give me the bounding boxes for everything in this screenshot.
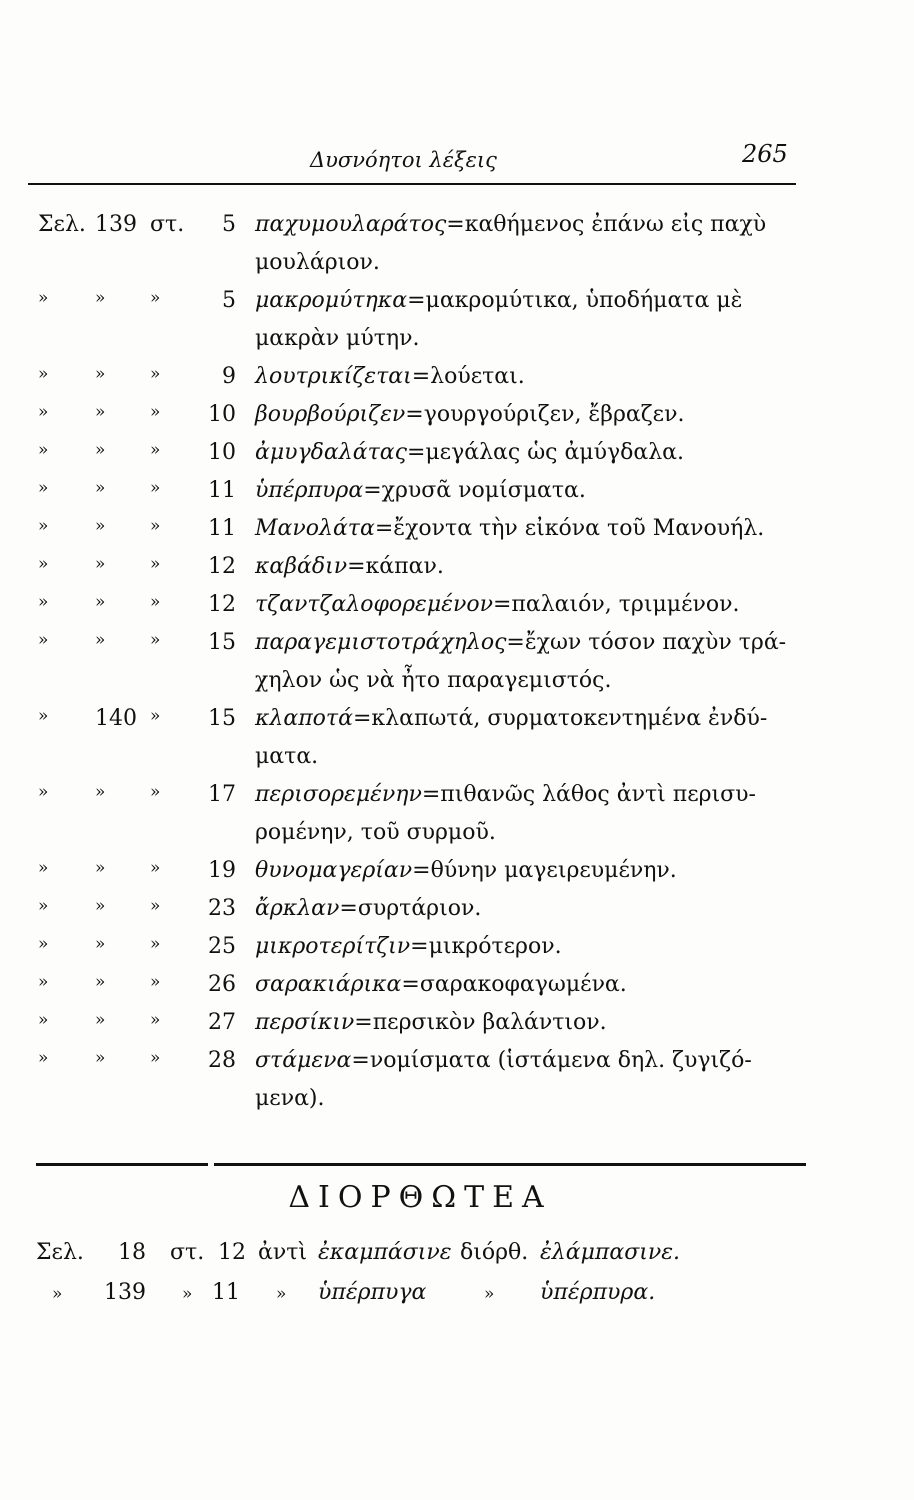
entry-line-number: 11: [208, 478, 236, 503]
entry-equals: =: [410, 934, 429, 959]
entry-st: »: [150, 288, 161, 308]
entry-line-number: 23: [208, 896, 236, 921]
errata-fix-label: »: [484, 1284, 495, 1304]
entry-st: »: [150, 402, 161, 422]
glossary-entry: [0, 362, 914, 400]
entry-continuation-line: [0, 1084, 914, 1122]
entry-sel: Σελ.: [38, 212, 86, 237]
entry-line: [0, 628, 914, 666]
entry-page: »: [95, 896, 106, 916]
entry-text: [255, 592, 845, 617]
entry-meaning: σαρακοφαγωμένα.: [419, 972, 627, 997]
entry-page: »: [95, 554, 106, 574]
entry-page: »: [95, 630, 106, 650]
errata-right: ἐλάμπασινε.: [540, 1240, 681, 1265]
entry-page: »: [95, 440, 106, 460]
entry-equals: =: [339, 896, 358, 921]
entry-meaning: ἔχων τόσον παχὺν τρά-: [524, 630, 787, 655]
entry-meaning: κλαπωτά, συρματοκεντημένα ἐνδύ-: [371, 706, 768, 731]
glossary-entry: [0, 514, 914, 552]
entry-sel: »: [38, 402, 49, 422]
entry-continuation: ρομένην, τοῦ συρμοῦ.: [255, 820, 496, 845]
entry-equals: =: [421, 782, 441, 807]
entry-meaning: κάπαν.: [365, 554, 444, 579]
entry-equals: =: [506, 630, 525, 655]
glossary-entry: [0, 286, 914, 362]
entry-continuation-line: [0, 324, 914, 362]
entry-page: »: [95, 1010, 106, 1030]
entry-equals: =: [406, 440, 426, 465]
entry-st: »: [150, 592, 161, 612]
errata-line: 11: [212, 1280, 240, 1305]
entry-line: [0, 856, 914, 894]
entry-line: [0, 970, 914, 1008]
glossary-entry: [0, 1046, 914, 1122]
entry-text: [255, 630, 845, 655]
entry-equals: =: [374, 516, 394, 541]
entry-text: [255, 554, 845, 579]
entry-line-number: 25: [208, 934, 236, 959]
entry-word: ἀμυγδαλάτας: [255, 440, 407, 465]
entry-meaning: μακρομύτικα, ὑποδήματα μὲ: [425, 288, 743, 313]
entry-sel: »: [38, 630, 49, 650]
entry-continuation: μενα).: [255, 1086, 325, 1111]
entry-meaning: ἔχοντα τὴν εἰκόνα τοῦ Μανουήλ.: [393, 516, 765, 541]
entry-sel: »: [38, 288, 49, 308]
entry-page: »: [95, 288, 106, 308]
entry-sel: »: [38, 478, 49, 498]
entry-sel: »: [38, 858, 49, 878]
entry-text: [255, 706, 845, 731]
entry-text: [255, 1048, 845, 1073]
entry-st: »: [150, 972, 161, 992]
entry-sel: »: [38, 516, 49, 536]
entry-st: »: [150, 1048, 161, 1068]
errata-anti: ἀντὶ: [258, 1240, 308, 1265]
entry-equals: =: [492, 592, 512, 617]
entry-word: ὑπέρπυρα: [255, 478, 364, 503]
entry-line-number: 5: [222, 288, 236, 313]
entry-equals: =: [352, 706, 372, 731]
entry-meaning: λούεται.: [430, 364, 525, 389]
entry-sel: »: [38, 554, 49, 574]
entry-text: [255, 934, 845, 959]
entry-line-number: 10: [208, 402, 236, 427]
entry-text: [255, 402, 845, 427]
entry-text: [255, 516, 845, 541]
entry-continuation: χηλον ὡς νὰ ἦτο παραγεμιστός.: [255, 668, 612, 693]
entry-line-number: 12: [208, 592, 236, 617]
errata-row: [0, 1280, 914, 1320]
entry-line: [0, 286, 914, 324]
entry-equals: =: [347, 554, 366, 579]
entry-line-number: 5: [222, 212, 236, 237]
entry-line: [0, 476, 914, 514]
entry-line-number: 15: [208, 706, 236, 731]
entry-line: [0, 210, 914, 248]
errata-title: ΔΙΟΡΘΩΤΕΑ: [288, 1180, 552, 1215]
entry-word: σαρακιάρικα: [255, 972, 402, 997]
entry-sel: »: [38, 934, 49, 954]
entry-line-number: 28: [208, 1048, 236, 1073]
errata-fix-label: διόρθ.: [460, 1240, 529, 1265]
errata-anti: »: [276, 1284, 287, 1304]
entry-word: μικροτερίτζιν: [255, 934, 411, 959]
entry-line-number: 26: [208, 972, 236, 997]
entry-continuation: μακρὰν μύτην.: [255, 326, 420, 351]
entry-st: »: [150, 706, 161, 726]
entry-equals: =: [354, 1010, 373, 1035]
errata-row: [0, 1240, 914, 1280]
entry-word: μακρομύτηκα: [255, 288, 408, 313]
entry-sel: »: [38, 706, 49, 726]
entry-line: [0, 514, 914, 552]
entry-page: »: [95, 972, 106, 992]
entry-text: [255, 288, 845, 313]
entry-meaning: πιθανῶς λάθος ἀντὶ περισυ-: [440, 782, 756, 807]
entry-meaning: μικρότερον.: [428, 934, 562, 959]
entry-continuation: ματα.: [255, 744, 319, 769]
entry-text: [255, 858, 845, 883]
glossary-entries: [0, 210, 914, 1122]
entry-line: [0, 362, 914, 400]
errata-page: 139: [104, 1280, 146, 1305]
glossary-entry: [0, 780, 914, 856]
entry-word: περσίκιν: [255, 1010, 355, 1035]
entry-sel: »: [38, 1010, 49, 1030]
glossary-entry: [0, 476, 914, 514]
entry-line: [0, 590, 914, 628]
entry-page: »: [95, 478, 106, 498]
entry-text: [255, 478, 845, 503]
entry-meaning: μεγάλας ὡς ἀμύγδαλα.: [425, 440, 685, 465]
entry-line: [0, 1046, 914, 1084]
entry-line: [0, 438, 914, 476]
entry-word: καβάδιν: [255, 554, 348, 579]
entry-text: [255, 896, 845, 921]
entry-line: [0, 400, 914, 438]
glossary-entry: [0, 1008, 914, 1046]
entry-equals: =: [446, 212, 465, 237]
entry-continuation-line: [0, 818, 914, 856]
errata-sel: »: [52, 1284, 63, 1304]
entry-meaning: γουργούριζεν, ἔβραζεν.: [423, 402, 685, 427]
entry-st: »: [150, 858, 161, 878]
entry-page: 139: [95, 212, 137, 237]
entry-word: ἄρκλαν: [255, 896, 340, 921]
entry-st: »: [150, 364, 161, 384]
entry-page: »: [95, 364, 106, 384]
errata-st: »: [182, 1284, 193, 1304]
entry-page: »: [95, 934, 106, 954]
glossary-entry: [0, 552, 914, 590]
entry-line-number: 19: [208, 858, 236, 883]
entry-continuation-line: [0, 248, 914, 286]
glossary-entry: [0, 932, 914, 970]
entry-word: τζαντζαλοφορεμένον: [255, 592, 493, 617]
entry-page: »: [95, 592, 106, 612]
entry-word: λουτρικίζεται: [255, 364, 412, 389]
entry-equals: =: [401, 972, 420, 997]
entry-meaning: παλαιόν, τριμμένον.: [511, 592, 740, 617]
entry-page: »: [95, 516, 106, 536]
entry-st: »: [150, 478, 161, 498]
entry-text: [255, 440, 845, 465]
entry-sel: »: [38, 364, 49, 384]
entry-meaning: θύνην μαγειρευμένην.: [430, 858, 677, 883]
entry-equals: =: [412, 858, 431, 883]
entry-st: »: [150, 516, 161, 536]
entry-meaning: καθήμενος ἐπάνω εἰς παχὺ: [464, 212, 767, 237]
entry-meaning: περσικὸν βαλάντιον.: [372, 1010, 607, 1035]
entry-line: [0, 1008, 914, 1046]
entry-text: [255, 364, 845, 389]
entry-line-number: 17: [208, 782, 236, 807]
entry-word: στάμενα: [255, 1048, 352, 1073]
glossary-entry: [0, 704, 914, 780]
errata-page: 18: [118, 1240, 146, 1265]
entry-st: »: [150, 630, 161, 650]
page-number: 265: [742, 140, 788, 168]
entry-st: »: [150, 896, 161, 916]
entry-meaning: συρτάριον.: [357, 896, 482, 921]
entry-word: παραγεμιστοτράχηλος: [255, 630, 507, 655]
entry-line-number: 11: [208, 516, 236, 541]
entry-sel: »: [38, 782, 49, 802]
entry-text: [255, 972, 845, 997]
entry-page: »: [95, 858, 106, 878]
errata-sel: Σελ.: [36, 1240, 84, 1265]
glossary-entry: [0, 970, 914, 1008]
entry-word: κλαποτά: [255, 706, 353, 731]
glossary-entry: [0, 400, 914, 438]
entry-page: »: [95, 402, 106, 422]
divider-long-rule: [214, 1163, 806, 1166]
entry-meaning: χρυσᾶ νομίσματα.: [381, 478, 586, 503]
entry-word: θυνομαγερίαν: [255, 858, 413, 883]
entry-line-number: 12: [208, 554, 236, 579]
entry-line-number: 15: [208, 630, 236, 655]
entry-line: [0, 704, 914, 742]
entry-text: [255, 782, 845, 807]
glossary-entry: [0, 210, 914, 286]
entry-line: [0, 894, 914, 932]
entry-st: »: [150, 782, 161, 802]
errata-wrong: ὑπέρπυγα: [318, 1280, 427, 1305]
entry-word: βουρβούριζεν: [255, 402, 406, 427]
entry-line: [0, 552, 914, 590]
entry-sel: »: [38, 592, 49, 612]
entry-line-number: 27: [208, 1010, 236, 1035]
entry-equals: =: [407, 288, 426, 313]
entry-st: »: [150, 1010, 161, 1030]
entry-continuation-line: [0, 742, 914, 780]
entry-sel: »: [38, 972, 49, 992]
entry-line-number: 10: [208, 440, 236, 465]
errata-right: ὑπέρπυρα.: [540, 1280, 656, 1305]
glossary-entry: [0, 438, 914, 476]
errata-line: 12: [218, 1240, 246, 1265]
entry-page: »: [95, 1048, 106, 1068]
entry-equals: =: [411, 364, 431, 389]
entry-sel: »: [38, 1048, 49, 1068]
divider-short-rule: [36, 1163, 208, 1166]
entry-equals: =: [351, 1048, 370, 1073]
entry-text: [255, 1010, 845, 1035]
entry-line-number: 9: [222, 364, 236, 389]
entry-equals: =: [363, 478, 382, 503]
entry-st: »: [150, 934, 161, 954]
entry-st: »: [150, 440, 161, 460]
entry-line: [0, 932, 914, 970]
entry-meaning: νομίσματα (ἱστάμενα δηλ. ζυγιζό-: [369, 1048, 752, 1073]
entry-continuation: μουλάριον.: [255, 250, 380, 275]
errata-wrong: ἐκαμπάσινε: [318, 1240, 452, 1265]
errata-st: στ.: [170, 1240, 205, 1265]
entry-continuation-line: [0, 666, 914, 704]
entry-st: στ.: [150, 212, 185, 237]
entry-text: [255, 212, 845, 237]
running-header-title: Δυσνόητοι λέξεις: [310, 148, 497, 172]
entry-st: »: [150, 554, 161, 574]
glossary-entry: [0, 628, 914, 704]
glossary-entry: [0, 894, 914, 932]
entry-word: περισορεμένην: [255, 782, 422, 807]
entry-line: [0, 780, 914, 818]
entry-word: Μανολάτα: [255, 516, 375, 541]
entry-equals: =: [405, 402, 424, 427]
entry-page: 140: [95, 706, 137, 731]
entry-word: παχυμουλαράτος: [255, 212, 447, 237]
entry-sel: »: [38, 440, 49, 460]
header-rule: [28, 183, 796, 185]
entry-sel: »: [38, 896, 49, 916]
glossary-entry: [0, 856, 914, 894]
glossary-entry: [0, 590, 914, 628]
entry-page: »: [95, 782, 106, 802]
